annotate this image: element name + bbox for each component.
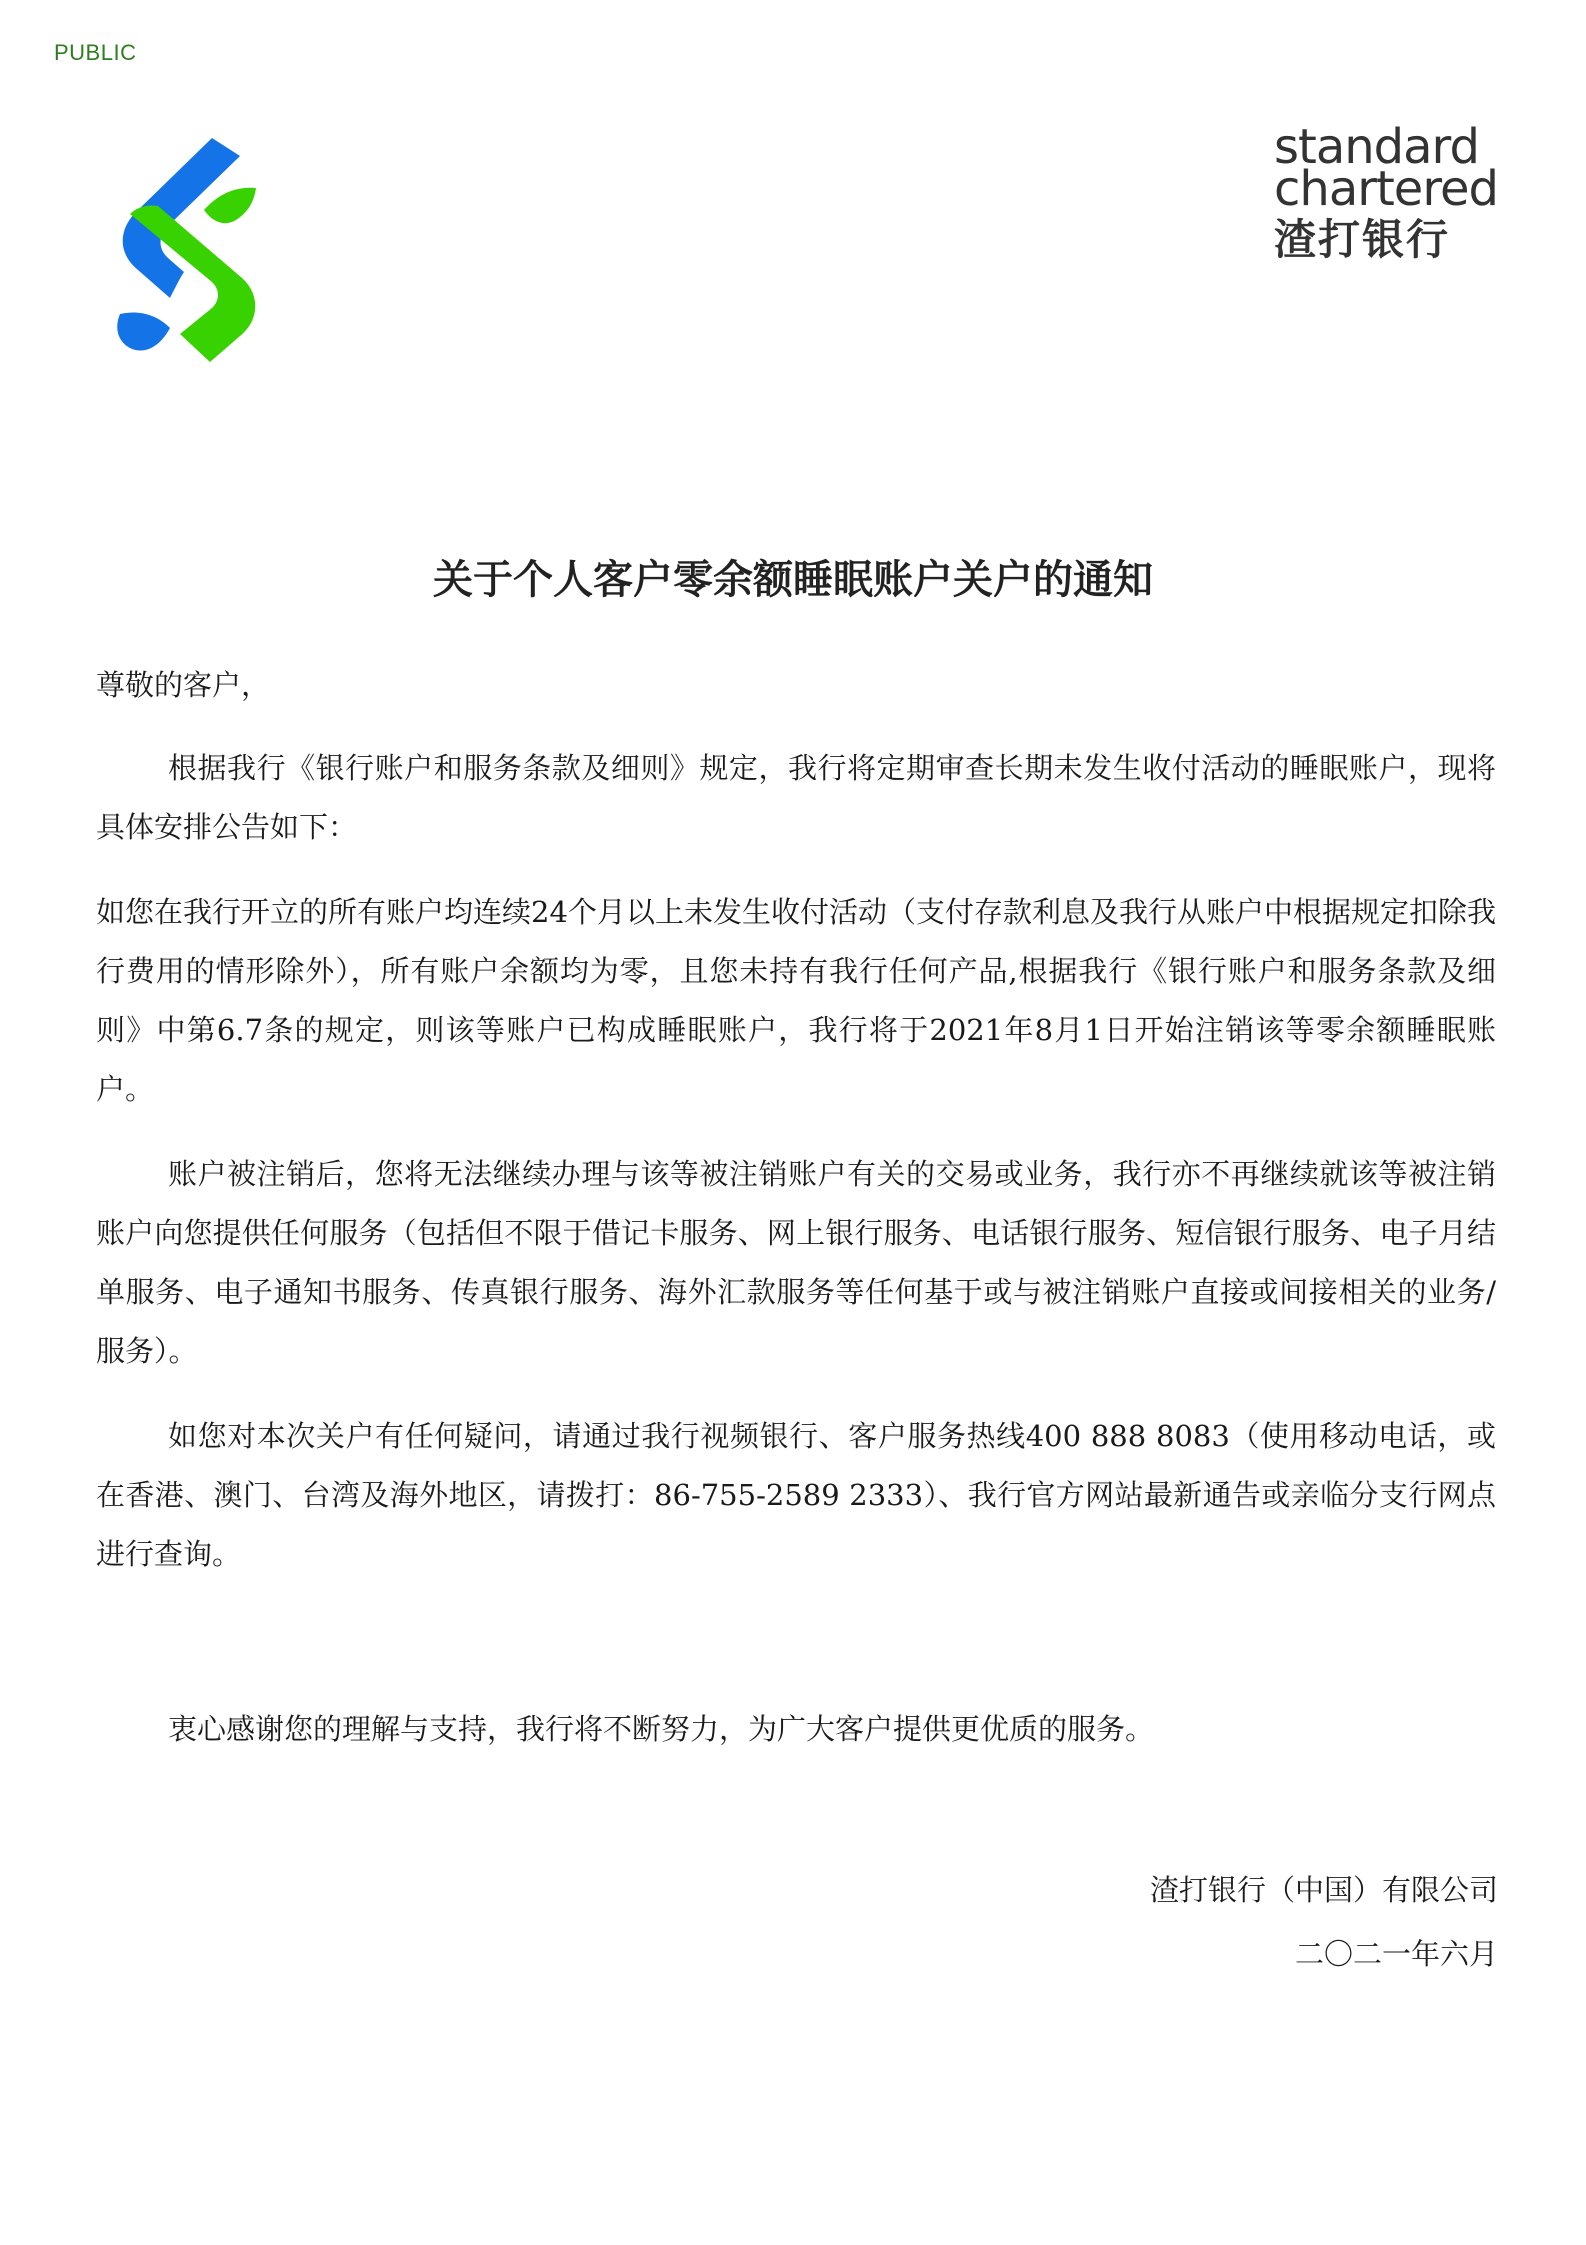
paragraph-conditions: 如您在我行开立的所有账户均连续24个月以上未发生收付活动（支付存款利息及我行从账户中根据规定扣除我行费用的情形除外），所有账户余额均为零，且您未持有我行任何产品,根据我行《银行账户和服务条款及细则》中第6.7条的规定，则该等账户已构成睡眠账户，我行将于2021年8月1日开始注销该等零余额睡眠账户。 — [96, 895, 1496, 1106]
brand-name-chinese: 渣打银行 — [1274, 215, 1451, 264]
signature-block — [1150, 1858, 1498, 1986]
paragraph-consequences: 账户被注销后，您将无法继续办理与该等被注销账户有关的交易或业务，我行亦不再继续就该等被注销账户向您提供任何服务（包括但不限于借记卡服务、网上银行服务、电话银行服务、短信银行服务、电子月结单服务、电子通知书服务、传真银行服务、海外汇款服务等任何基于或与被注销账户直接或间接相关的业务/服务）。 — [96, 1157, 1496, 1368]
standard-chartered-swoosh-icon — [100, 128, 270, 373]
classification-label: PUBLIC — [54, 40, 137, 65]
closing-remark: 衷心感谢您的理解与支持，我行将不断努力，为广大客户提供更优质的服务。 — [168, 1712, 1155, 1746]
paragraph-contact: 如您对本次关户有任何疑问，请通过我行视频银行、客户服务热线400 888 8083（使用移动电话，或在香港、澳门、台湾及海外地区，请拨打：86-755-2589 2333）、我行官方网站最新通告或亲临分支行网点进行查询。 — [96, 1419, 1496, 1571]
brand-name-line2: chartered — [1274, 161, 1498, 217]
signature-date: 二〇二一年六月 — [1294, 1937, 1498, 1971]
brand-wordmark — [1274, 119, 1498, 268]
signature-organization: 渣打银行（中国）有限公司 — [1149, 1873, 1498, 1907]
notice-body — [96, 656, 1496, 1610]
paragraph-intro: 根据我行《银行账户和服务条款及细则》规定，我行将定期审查长期未发生收付活动的睡眠账户，现将具体安排公告如下： — [96, 751, 1496, 844]
notice-title: 关于个人客户零余额睡眠账户关户的通知 — [433, 557, 1153, 603]
salutation: 尊敬的客户， — [96, 668, 271, 702]
brand-name-line1: standard — [1274, 119, 1479, 175]
